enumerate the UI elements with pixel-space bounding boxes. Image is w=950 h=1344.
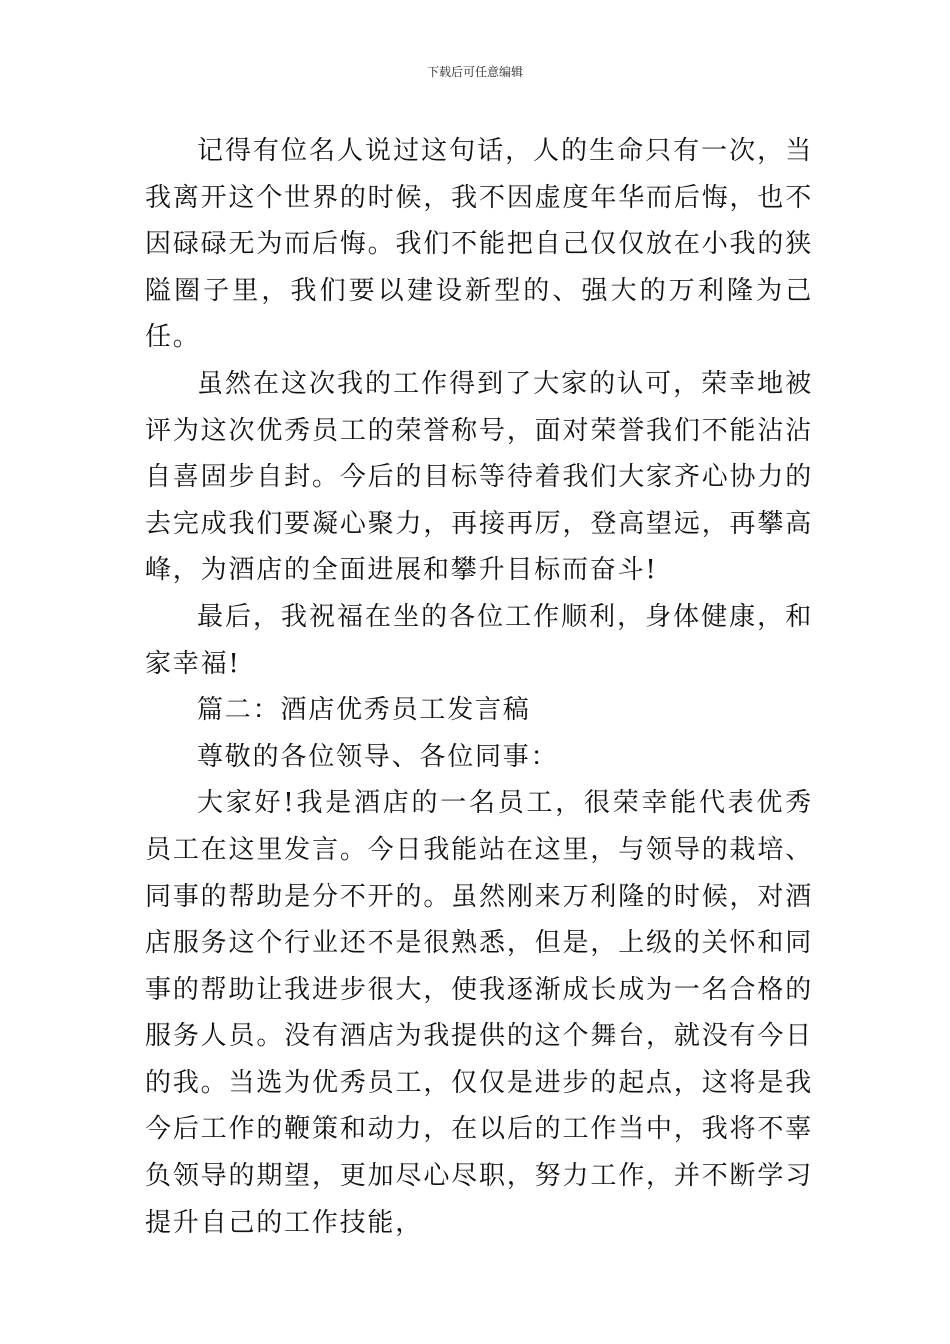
paragraph-4: 大家好!我是酒店的一名员工，很荣幸能代表优秀员工在这里发言。今日我能站在这里，与领导的栽培、同事的帮助是分不开的。虽然刚来万利隆的时候，对酒店服务这个行业还不是很熟悉，但是，上级的关怀和同事的帮助让我进步很大，使我逐渐成长成为一名合格的服务人员。没有酒店为我提供的这个舞台，就没有今日的我。当选为优秀员工，仅仅是进步的起点，这将是我今后工作的鞭策和动力，在以后的工作当中，我将不辜负领导的期望，更加尽心尽职，努力工作，并不断学习提升自己的工作技能， <box>145 788 813 1238</box>
section-heading: 篇二：酒店优秀员工发言稿 <box>197 695 531 726</box>
page-header: 下载后可任意编辑 <box>426 65 523 79</box>
salutation: 尊敬的各位领导、各位同事： <box>197 741 559 772</box>
paragraph-1: 记得有位名人说过这句话，人的生命只有一次，当我离开这个世界的时候，我不因虚度年华而后悔，也不因碌碌无为而后悔。我们不能把自己仅仅放在小我的狭隘圈子里，我们要以建设新型的、强大的万利隆为己任。 <box>145 136 813 353</box>
document-body <box>145 128 813 1246</box>
paragraph-2: 虽然在这次我的工作得到了大家的认可，荣幸地被评为这次优秀员工的荣誉称号，面对荣誉我们不能沾沾自喜固步自封。今后的目标等待着我们大家齐心协力的去完成我们要凝心聚力，再接再厉，登高望远，再攀高峰，为酒店的全面进展和攀升目标而奋斗! <box>145 368 813 586</box>
paragraph-3: 最后，我祝福在坐的各位工作顺利，身体健康，和家幸福! <box>145 601 813 679</box>
